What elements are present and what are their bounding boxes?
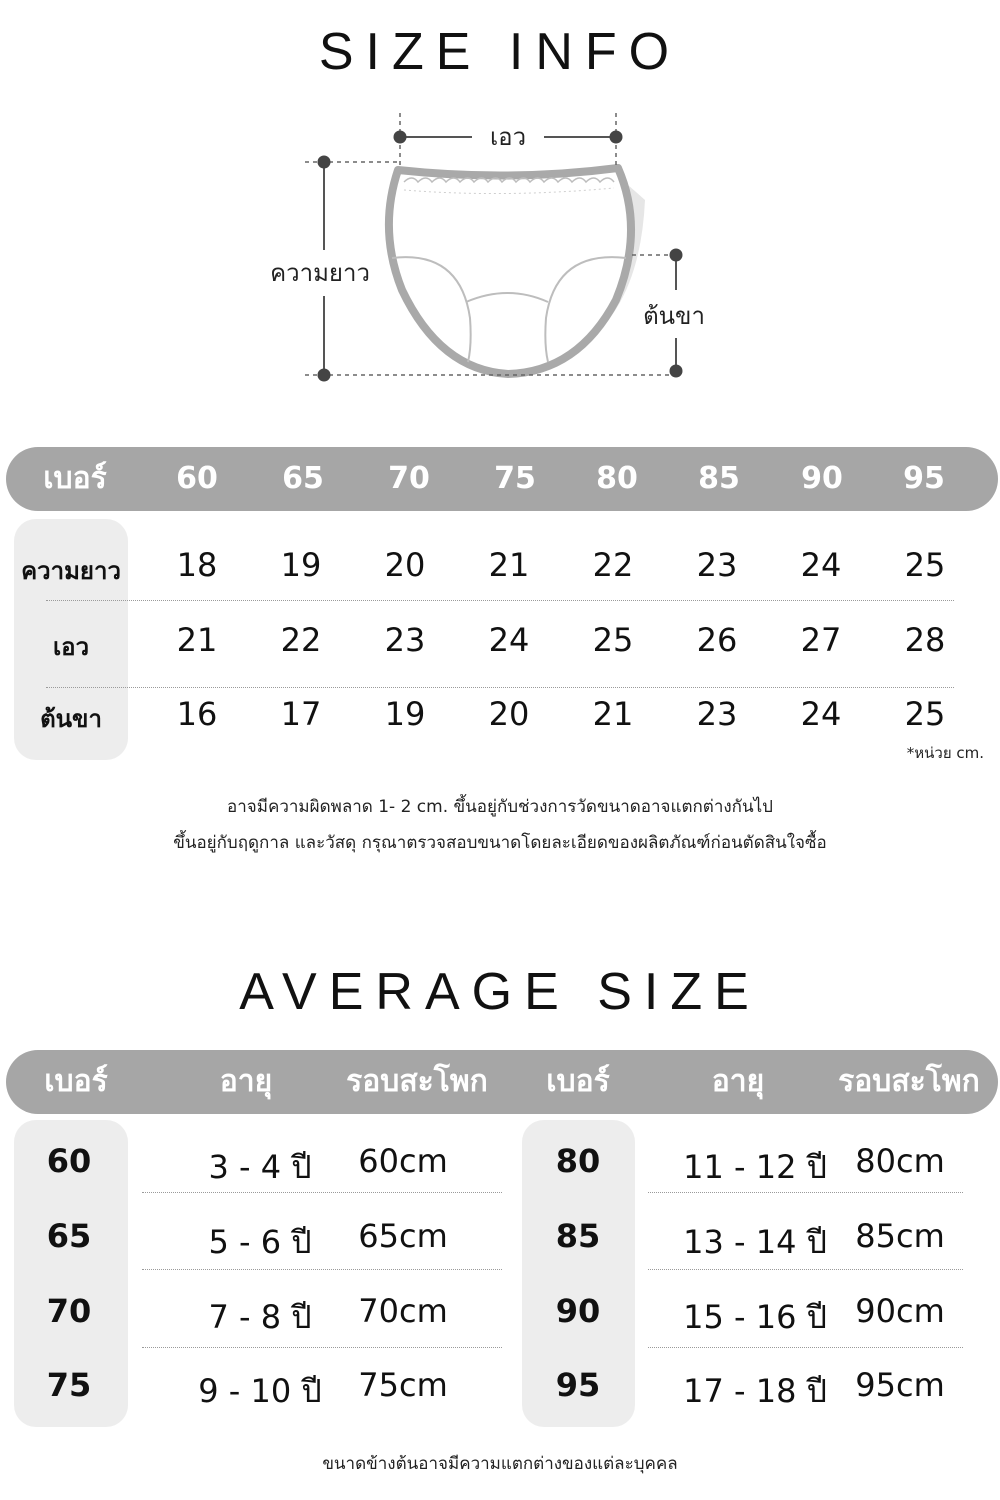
avg-size-number: 75 [46,1366,92,1404]
header-size-85: 85 [698,461,740,496]
avg-size-number: 90 [555,1292,601,1330]
avg-row-divider [648,1347,963,1348]
avg-hip: 85cm [855,1217,945,1255]
size-cell: 27 [800,621,842,659]
size-cell: 21 [176,621,218,659]
avg-hip: 90cm [855,1292,945,1330]
avg-age: 17 - 18 ปี [683,1372,827,1410]
row-divider [46,600,954,601]
size-cell: 24 [800,695,842,733]
avg-header-hip-right: รอบสะโพก [838,1064,980,1099]
average-table-header [6,1050,998,1114]
size-cell: 25 [904,695,946,733]
row-divider [46,687,954,688]
avg-age: 13 - 14 ปี [683,1223,827,1261]
unit-note: *หน่วย cm. [906,744,984,762]
size-cell: 19 [280,546,322,584]
size-info-title: SIZE INFO [318,23,682,81]
size-cell: 22 [592,546,634,584]
header-size-60: 60 [176,461,218,496]
size-row-label: ความยาว [21,557,121,585]
avg-age: 3 - 4 ปี [208,1148,312,1186]
waist-label: เอว [489,123,527,151]
note-line-1: อาจมีความผิดพลาด 1- 2 cm. ขึ้นอยู่กับช่วงการวัดขนาดอาจแตกต่างกันไป [227,797,773,817]
avg-row-divider [142,1269,502,1270]
length-label: ความยาว [270,259,370,287]
avg-row-divider [142,1347,502,1348]
avg-hip: 95cm [855,1366,945,1404]
header-size-label: เบอร์ [43,461,107,496]
size-cell: 22 [280,621,322,659]
avg-size-number: 80 [555,1142,601,1180]
header-size-95: 95 [903,461,945,496]
leg-label: ต้นขา [643,302,705,330]
avg-size-number: 60 [46,1142,92,1180]
size-cell: 23 [696,695,738,733]
avg-row-divider [648,1192,963,1193]
avg-hip: 75cm [358,1366,448,1404]
avg-header-hip-left: รอบสะโพก [346,1064,488,1099]
size-cell: 26 [696,621,738,659]
header-size-80: 80 [596,461,638,496]
size-cell: 25 [592,621,634,659]
average-footer-note: ขนาดข้างต้นอาจมีความแตกต่างของแต่ละบุคคล [322,1454,678,1474]
size-cell: 17 [280,695,322,733]
avg-hip: 60cm [358,1142,448,1180]
garment-outline [389,168,631,374]
size-cell: 25 [904,546,946,584]
size-cell: 20 [488,695,530,733]
size-cell: 24 [488,621,530,659]
size-row-label: ต้นขา [40,705,102,733]
header-size-75: 75 [494,461,536,496]
size-cell: 19 [384,695,426,733]
avg-age: 9 - 10 ปี [198,1372,322,1410]
avg-size-number: 70 [46,1292,92,1330]
size-cell: 21 [488,546,530,584]
size-cell: 20 [384,546,426,584]
avg-age: 15 - 16 ปี [683,1298,827,1336]
size-cell: 21 [592,695,634,733]
size-cell: 23 [696,546,738,584]
avg-header-age-left: อายุ [219,1064,273,1099]
avg-row-divider [648,1269,963,1270]
avg-hip: 80cm [855,1142,945,1180]
avg-header-size-left: เบอร์ [44,1064,108,1099]
avg-size-number: 85 [555,1217,601,1255]
header-size-70: 70 [388,461,430,496]
avg-size-number: 95 [555,1366,601,1404]
avg-header-age-right: อายุ [711,1064,765,1099]
avg-header-size-right: เบอร์ [546,1064,610,1099]
avg-size-number: 65 [46,1217,92,1255]
avg-row-divider [142,1192,502,1193]
size-cell: 23 [384,621,426,659]
size-table-header [6,447,998,511]
avg-age: 5 - 6 ปี [208,1223,312,1261]
underwear-diagram [0,100,1000,400]
size-cell: 24 [800,546,842,584]
average-size-title: AVERAGE SIZE [239,963,761,1021]
note-line-2: ขึ้นอยู่กับฤดูกาล และวัสดุ กรุณาตรวจสอบขนาดโดยละเอียดของผลิตภัณฑ์ก่อนตัดสินใจซื้อ [173,833,827,853]
size-cell: 16 [176,695,218,733]
header-size-65: 65 [282,461,324,496]
header-size-90: 90 [801,461,843,496]
avg-hip: 70cm [358,1292,448,1330]
size-row-label: เอว [52,633,90,661]
size-cell: 28 [904,621,946,659]
avg-hip: 65cm [358,1217,448,1255]
avg-age: 11 - 12 ปี [683,1148,827,1186]
avg-age: 7 - 8 ปี [208,1298,312,1336]
size-cell: 18 [176,546,218,584]
